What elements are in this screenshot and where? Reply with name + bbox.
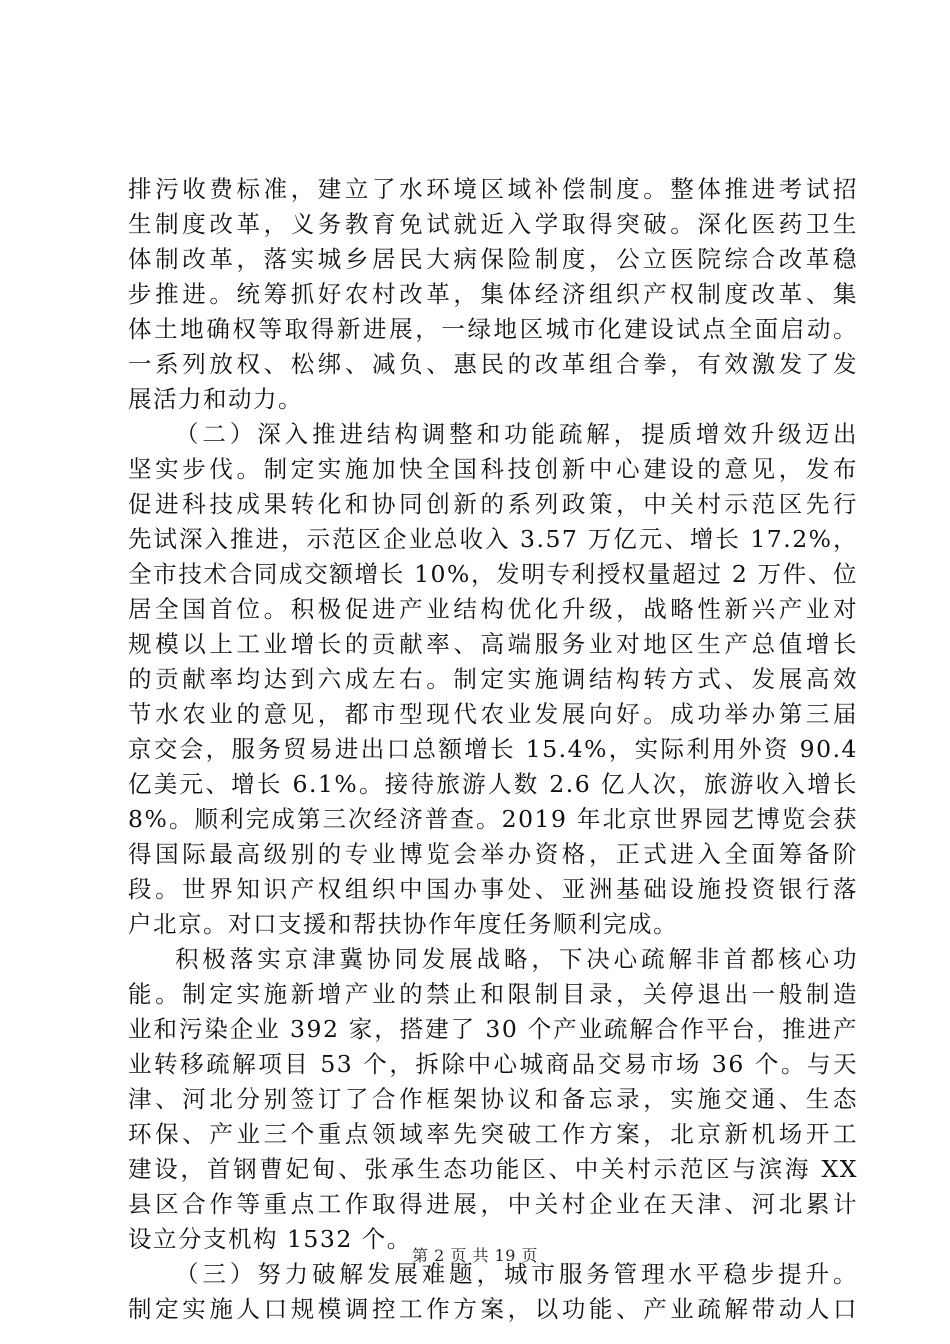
text-line: 亿美元、增长 6.1%。接待旅游人数 2.6 亿人次，旅游收入增长: [128, 770, 858, 798]
text-line: 体土地确权等取得新进展，一绿地区城市化建设试点全面启动。: [128, 315, 858, 343]
text-line: 坚实步伐。制定实施加快全国科技创新中心建设的意见，发布: [128, 455, 858, 483]
page-number-footer: 第 2 页 共 19 页: [412, 1246, 538, 1265]
text-line: 京交会，服务贸易进出口总额增长 15.4%，实际利用外资 90.4: [128, 735, 858, 763]
text-line: 建设，首钢曹妃甸、张承生态功能区、中关村示范区与滨海 XX: [128, 1155, 858, 1183]
text-line: 业和污染企业 392 家，搭建了 30 个产业疏解合作平台，推进产: [128, 1015, 858, 1043]
text-line: 的贡献率均达到六成左右。制定实施调结构转方式、发展高效: [128, 665, 858, 693]
text-line: 县区合作等重点工作取得进展，中关村企业在天津、河北累计: [128, 1190, 858, 1218]
text-line: 积极落实京津冀协同发展战略，下决心疏解非首都核心功: [175, 945, 858, 973]
text-line: 设立分支机构 1532 个。: [128, 1225, 412, 1253]
text-line: 环保、产业三个重点领域率先突破工作方案，北京新机场开工: [128, 1120, 858, 1148]
text-line: 体制改革，落实城乡居民大病保险制度，公立医院综合改革稳: [128, 245, 858, 273]
text-line: 节水农业的意见，都市型现代农业发展向好。成功举办第三届: [128, 700, 858, 728]
text-line: 促进科技成果转化和协同创新的系列政策，中关村示范区先行: [128, 490, 858, 518]
text-line: 步推进。统筹抓好农村改革，集体经济组织产权制度改革、集: [128, 280, 858, 308]
text-line: 生制度改革，义务教育免试就近入学取得突破。深化医药卫生: [128, 210, 858, 238]
text-line: 一系列放权、松绑、减负、惠民的改革组合拳，有效激发了发: [128, 350, 858, 378]
text-line: 先试深入推进，示范区企业总收入 3.57 万亿元、增长 17.2%，: [128, 525, 858, 553]
text-line: 得国际最高级别的专业博览会举办资格，正式进入全面筹备阶: [128, 840, 858, 868]
text-line: 制定实施人口规模调控工作方案，以功能、产业疏解带动人口: [128, 1295, 858, 1323]
text-line: （二）深入推进结构调整和功能疏解，提质增效升级迈出: [175, 420, 858, 448]
text-line: 能。制定实施新增产业的禁止和限制目录，关停退出一般制造: [128, 980, 858, 1008]
text-line: 户北京。对口支援和帮扶协作年度任务顺利完成。: [128, 910, 678, 938]
text-line: 津、河北分别签订了合作框架协议和备忘录，实施交通、生态: [128, 1085, 858, 1113]
text-line: （三）努力破解发展难题，城市服务管理水平稳步提升。: [175, 1260, 858, 1288]
document-body: [128, 172, 858, 1327]
text-line: 全市技术合同成交额增长 10%，发明专利授权量超过 2 万件、位: [128, 560, 858, 588]
text-line: 8%。顺利完成第三次经济普查。2019 年北京世界园艺博览会获: [128, 805, 858, 833]
text-line: 段。世界知识产权组织中国办事处、亚洲基础设施投资银行落: [128, 875, 858, 903]
text-line: 业转移疏解项目 53 个，拆除中心城商品交易市场 36 个。与天: [128, 1050, 858, 1078]
text-line: 规模以上工业增长的贡献率、高端服务业对地区生产总值增长: [128, 630, 858, 658]
text-line: 居全国首位。积极促进产业结构优化升级，战略性新兴产业对: [128, 595, 858, 623]
text-line: 排污收费标准，建立了水环境区域补偿制度。整体推进考试招: [128, 175, 858, 203]
text-line: 展活力和动力。: [128, 385, 303, 413]
